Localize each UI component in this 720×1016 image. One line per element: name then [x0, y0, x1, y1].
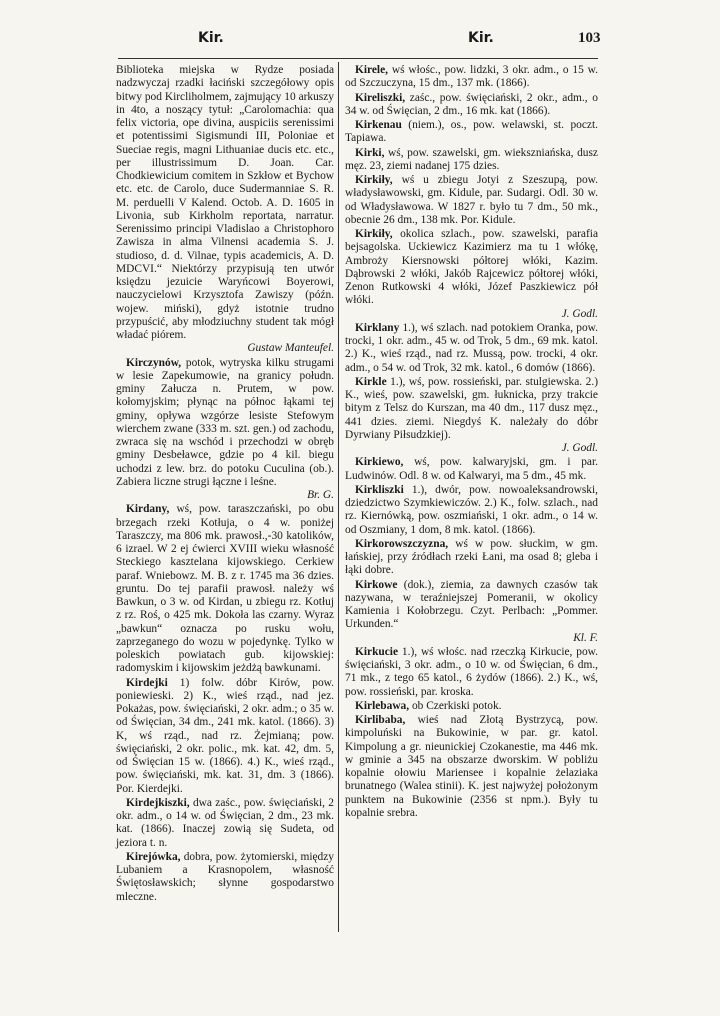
entry-headword: Kirlebawa,: [355, 699, 410, 712]
dictionary-entry: [345, 646, 598, 699]
entry-text: wś włośc., pow. lidzki, 3 okr. adm., o 15 w. od Szczuczyna, 15 dm., 137 mk. (1866).: [345, 64, 598, 90]
entry-text: potok, wytryska kilku strugami w lesie Zapekumowie, na granicy połudn. gminy Załucza n. Prutem, w pow. kołomyjskim; płynąc na północ łąkami tej gminy, opływa wzgórze lesiste Stefowym wierchem zwane (333 m. szt. gen.) od zachodu, zwraca się na wschód i przechodzi w obręb gminy Desbeławce, gdzie po 4 kil. biegu uchodzi z lew. brz. do potoku Cuculina (ob.). Zabiera liczne strugi łączne i leśne.: [116, 356, 334, 488]
entry-headword: Kirdany,: [126, 503, 170, 516]
dictionary-entry: [345, 376, 598, 456]
dictionary-entry: [345, 228, 598, 321]
page-number: 103: [578, 30, 601, 46]
entry-author-signature: Kl. F.: [573, 631, 598, 644]
dictionary-entry: [116, 797, 334, 850]
entry-text: 1.), dwór, pow. nowoaleksandrowski, dziedzictwo Szymkiewiczów. 2.) K., folw. szlach., nad rz. Kiernówką, pow. oszmiański, 1 okr. adm., o 14 w. od Oszmiany, 1 dom, 8 mk. katol. (1866).: [345, 483, 598, 536]
dictionary-entry: [345, 579, 598, 645]
entry-headword: Kirkiły,: [355, 174, 393, 186]
entry-headword: Kirkiły,: [355, 228, 393, 240]
entry-text: wieś nad Złotą Bystrzycą, pow. kimpoluński na Bukowinie, w par. gr. katol. Kimpolung a gr. nieunickiej Czokanestie, ma 446 mk. w gminie a 345 na obszarze dworskim. W pobliżu kopalnie ołowiu Mariensee i kopalnie żelaziaka brunatnego (Walea stinii). K. jest najwyżej położonym punktem na Bukowinie (2356 st npm.). Były tu kopalnie srebra.: [345, 714, 598, 819]
dictionary-entry: [116, 357, 334, 503]
entry-text: Biblioteka miejska w Rydze posiada nadzwyczaj rzadki łaciński szczegółowy opis bitwy pod Kircliholmem, zajmujący 10 arkuszy in 4to, a noszący tytuł: „Carolomachia: qua felix victoria, ope divina, auspiciis serenissimi et potentissimi Sigismundi III, Poloniae et Sueciae regis, magni Lithuaniae ducis etc. etc., per illustrissimum D. Joan. Car. Chodkiewicium comitem in Szkłow et Bychow etc. etc. de Carolo, duce Sudermanniae S. R. M. perduelli V Kalend. Octob. A. D. 1605 in Livonia, sub Kirkholm reportata, narratur. Serenissimo principi Vladislao a Christophoro Zawisza in alma Vilnensi academia S. J. studioso, d. d. Vilnae, typis academicis, A. D. MDCVI.“ Niektórzy przypisują ten utwór księdzu jezuicie Waryńcowi Boyerowi, nauczycielowi Krzysztofa Zawiszy (późn. wojew. miński), gdyż istotnie trudno przypuścić, aby młodziuchny student tak mógł władać piórem.: [116, 64, 334, 341]
entry-text: wś, pow. kalwaryjski, gm. i par. Ludwinów. Odl. 8 w. od Kalwaryi, ma 5 dm., 45 mk.: [345, 456, 598, 482]
entry-text: (dok.), ziemia, za dawnych czasów tak nazywana, w teraźniejszej Pomeranii, w okolicy Kamienia i Kołobrzegu. Czyt. Perlbach: „Pommer. Urkunden.“: [345, 578, 598, 631]
entry-headword: Kirkle: [355, 375, 387, 388]
dictionary-entry: [345, 174, 598, 227]
right-column: [345, 64, 598, 821]
entry-text: wś, pow. szawelski, gm. wiekszniańska, dusz męz. 23, ziemi nadanej 175 dzies.: [345, 146, 598, 172]
dictionary-entry: [345, 92, 598, 119]
entry-headword: Kirczynów,: [126, 356, 182, 369]
entry-headword: Kirklany: [355, 321, 400, 334]
dictionary-entry: [116, 677, 334, 796]
entry-text: wś, pow. taraszczański, po obu brzegach rzeki Kotłuja, o 4 w. poniżej Taraszczy, ma 806 mk. prawosł.,-30 katolików, 6 izrael. W 2 ej ćwierci XVIII wieku własność Steckiego kasztelana kijowskiego. Cerkiew paraf. Wniebowz. M. B. z r. 1745 ma 36 dzies. gruntu. Do tej parafii prawosł. należy wś Bawkun, o 3 w. od Kirdan, u zbiegu rz. Kotłuj z rz. Roś, o 425 mk. Dokoła las czarny. Wyraz „bawkun“ oznacza po rusku wołu, zaprzeganego do wozu w pojedynkę. Tylko w poleskich powiatach gub. kijowskiej: radomyskim i kijowskim jeżdżą bawkunami.: [116, 503, 334, 675]
left-column: [116, 64, 334, 905]
entry-headword: Kirkenau: [355, 119, 402, 131]
dictionary-entry: [345, 322, 598, 375]
dictionary-entry: [116, 503, 334, 675]
dictionary-entry: [345, 714, 598, 820]
entry-author-signature: J. Godl.: [561, 307, 598, 320]
entry-text: zaśc., pow. święciański, 2 okr., adm., o 34 w. od Święcian, 2 dm., 16 mk. kat (1866).: [345, 91, 598, 117]
entry-text: 1.), wś, pow. rossieński, par. stulgiewska. 2.) K., wieś, pow. szawelski, gm. łuknicka, przy trakcie bitym z Telsz do Kurszan, ma 40 dm., 117 dusz męz., 441 dzies. ziemi. Niegdyś K. należały do dóbr Dyrwiany Piłsudzkiej).: [345, 375, 598, 441]
column-divider: [338, 62, 339, 932]
entry-text: dobra, pow. żytomierski, między Lubaniem a Krasnopolem, własność Świętosławskich; słynne gospodarstwo mleczne.: [116, 850, 334, 903]
entry-headword: Kirkowe: [355, 578, 398, 591]
dictionary-entry: [345, 147, 598, 174]
entry-headword: Kirlibaba,: [355, 714, 406, 726]
entry-headword: Kirdejkiszki,: [126, 796, 190, 809]
dictionary-entry: [345, 700, 598, 713]
entry-headword: Kirkliszki: [355, 483, 404, 496]
entry-author-signature: Br. G.: [307, 489, 334, 501]
entry-headword: Kirkiewo,: [355, 456, 404, 469]
dictionary-entry: [116, 851, 334, 904]
entry-text: wś w pow. słuckim, w gm. łańskiej, przy źródłach rzeki Łani, ma osad 8; gleba i łąki dobre.: [345, 537, 598, 577]
entry-text: dwa zaśc., pow. święciański, 2 okr. adm., o 14 w. od Święcian, 2 dm., 23 mk. kat. (1866). Inaczej zowią się Sudeta, od jeziora t. n.: [116, 796, 334, 849]
dictionary-entry: [116, 64, 334, 356]
header-rule: [118, 58, 598, 59]
entry-headword: Kirkorowszczyzna,: [355, 537, 449, 550]
dictionary-entry: [345, 119, 598, 146]
entry-author-signature: Gustaw Manteufel.: [247, 342, 334, 355]
entry-author-signature: J. Godl.: [561, 442, 598, 454]
running-head-center: Kir.: [468, 30, 494, 46]
entry-headword: Kirkucie: [355, 645, 399, 658]
dictionary-entry: [345, 64, 598, 91]
entry-headword: Kireliszki,: [355, 91, 406, 104]
entry-text: wś u zbiegu Jotyi z Szeszupą, pow. władysławowski, gm. Kidule, par. Sudargi. Odl. 30 w. od Władysławowa. W 1827 r. było tu 7 dm., 50 mk., obecnie 26 dm., 138 mk. Por. Kidule.: [345, 174, 598, 226]
entry-text: 1.), wś szlach. nad potokiem Oranka, pow. trocki, 1 okr. adm., 45 w. od Trok, 5 dm., 69 mk. katol. 2.) K., wieś rząd., nad rz. Mussą, pow. trocki, 4 okr. adm., o 54 w. od Trok, 32 mk. katol., 6 domów (1866).: [345, 321, 598, 374]
entry-headword: Kirejówka,: [126, 850, 181, 863]
dictionary-entry: [345, 456, 598, 483]
entry-text: 1) folw. dóbr Kirów, pow. poniewieski. 2) K., wieś rząd., nad jez. Pokażas, pow. święciański, 2 okr. adm.; o 35 w. od Święcian, 34 dm., 241 mk. katol. (1866). 3) K, wś rząd., nad rz. Żejmianą; pow. święciański, 2 okr. polic., mk. kat. 42, dm. 5, od Święcian 15 w. (1866). 4.) K., wieś rząd., pow. święciański, mk. kat. 31, dm. 3 (1866). Por. Kierdejki.: [116, 676, 334, 795]
running-head: [0, 30, 720, 50]
entry-text: (niem.), os., pow. welawski, st. poczt. Tapiawa.: [345, 119, 598, 145]
entry-text: 1.), wś włośc. nad rzeczką Kirkucie, pow. święciański, 3 okr. adm., o 10 w. od Święcian, 6 dm., 71 mk., z tego 65 katol., 6 żydów (1866). 2.) K., wś, pow. rossieński, par. kroska.: [345, 645, 598, 698]
entry-headword: Kirki,: [355, 146, 385, 159]
entry-text: okolica szlach., pow. szawelski, parafia bejsagolska. Uckiewicz Kazimierz ma tu 1 włókę, Ambroży Kiersnowski półtorej włóki, Kazim. Dąbrowski 2 włóki, Jakób Rajcewicz półtorej włóki, Zenon Rutkowski 4 włóki, Józef Paszkiewicz pół włóki.: [345, 228, 598, 307]
entry-headword: Kirdejki: [126, 676, 168, 689]
dictionary-entry: [345, 484, 598, 537]
entry-text: ob Czerkiski potok.: [409, 699, 502, 712]
running-head-left: Kir.: [198, 30, 224, 46]
entry-headword: Kirele,: [355, 64, 388, 76]
dictionary-entry: [345, 538, 598, 578]
